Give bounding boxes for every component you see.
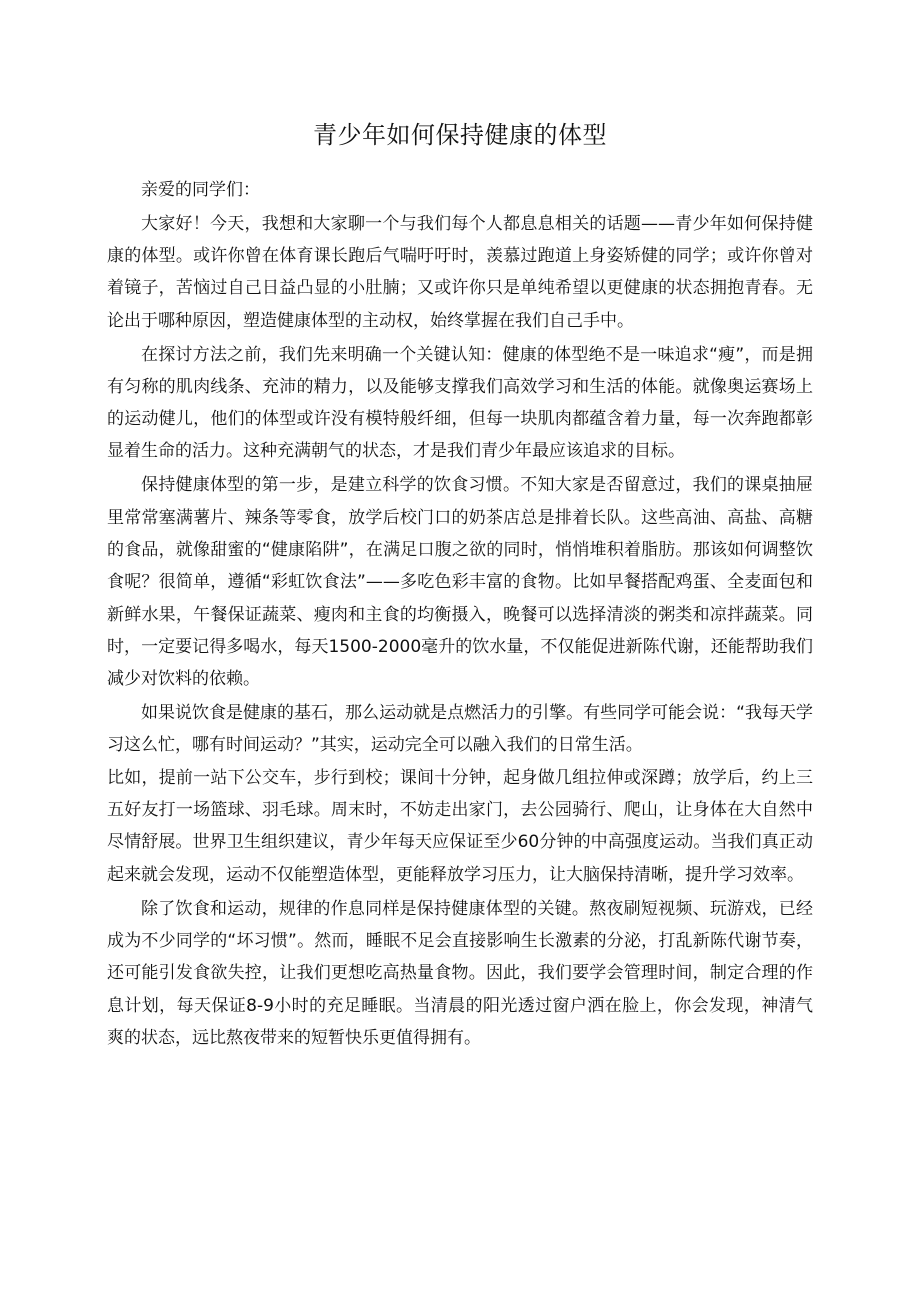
paragraph-sleep: 除了饮食和运动，规律的作息同样是保持健康体型的关键。熬夜刷短视频、玩游戏，已经成为不少同学的“坏习惯”。然而，睡眠不足会直接影响生长激素的分泌，打乱新陈代谢节奏，还可能引发食欲失控，让我们更想吃高热量食物。因此，我们要学会管理时间，制定合理的作息计划，每天保证8-9小时的充足睡眠。当清晨的阳光透过窗户洒在脸上，你会发现，神清气爽的状态，远比熬夜带来的短暂快乐更值得拥有。: [107, 898, 813, 1048]
paragraph-healthy-definition: 在探讨方法之前，我们先来明确一个关键认知：健康的体型绝不是一味追求“瘦”，而是拥有匀称的肌肉线条、充沛的精力，以及能够支撑我们高效学习和生活的体能。就像奥运赛场上的运动健儿，他们的体型或许没有模特般纤细，但每一块肌肉都蕴含着力量，每一次奔跑都彰显着生命的活力。这种充满朝气的状态，才是我们青少年最应该追求的目标。: [107, 344, 813, 462]
paragraph-exercise-examples: 比如，提前一站下公交车，步行到校；课间十分钟，起身做几组拉伸或深蹲；放学后，约上三五好友打一场篮球、羽毛球。周末时，不妨走出家门，去公园骑行、爬山，让身体在大自然中尽情舒展。世界卫生组织建议，青少年每天应保证至少60分钟的中高强度运动。当我们真正动起来就会发现，运动不仅能塑造体型，更能释放学习压力，让大脑保持清晰，提升学习效率。: [107, 767, 813, 885]
paragraph-diet: 保持健康体型的第一步，是建立科学的饮食习惯。不知大家是否留意过，我们的课桌抽屉里常常塞满薯片、辣条等零食，放学后校门口的奶茶店总是排着长队。这些高油、高盐、高糖的食品，就像甜蜜的“健康陷阱”，在满足口腹之欲的同时，悄悄堆积着脂肪。那该如何调整饮食呢？很简单，遵循“彩虹饮食法”——多吃色彩丰富的食物。比如早餐搭配鸡蛋、全麦面包和新鲜水果，午餐保证蔬菜、瘦肉和主食的均衡摄入，晚餐可以选择清淡的粥类和凉拌蔬菜。同时，一定要记得多喝水，每天1500-2000毫升的饮水量，不仅能促进新陈代谢，还能帮助我们减少对饮料的依赖。: [107, 475, 813, 690]
paragraph-exercise-intro: 如果说饮食是健康的基石，那么运动就是点燃活力的引擎。有些同学可能会说：“我每天学习这么忙，哪有时间运动？”其实，运动完全可以融入我们的日常生活。: [107, 703, 813, 756]
document-body: [107, 172, 813, 1054]
document-title: 青少年如何保持健康的体型: [313, 121, 607, 149]
paragraph-intro: 大家好！今天，我想和大家聊一个与我们每个人都息息相关的话题——青少年如何保持健康的体型。或许你曾在体育课长跑后气喘吁吁时，羡慕过跑道上身姿矫健的同学；或许你曾对着镜子，苦恼过自己日益凸显的小肚腩；又或许你只是单纯希望以更健康的状态拥抱青春。无论出于哪种原因，塑造健康体型的主动权，始终掌握在我们自己手中。: [107, 213, 813, 331]
greeting: 亲爱的同学们：: [141, 179, 260, 200]
